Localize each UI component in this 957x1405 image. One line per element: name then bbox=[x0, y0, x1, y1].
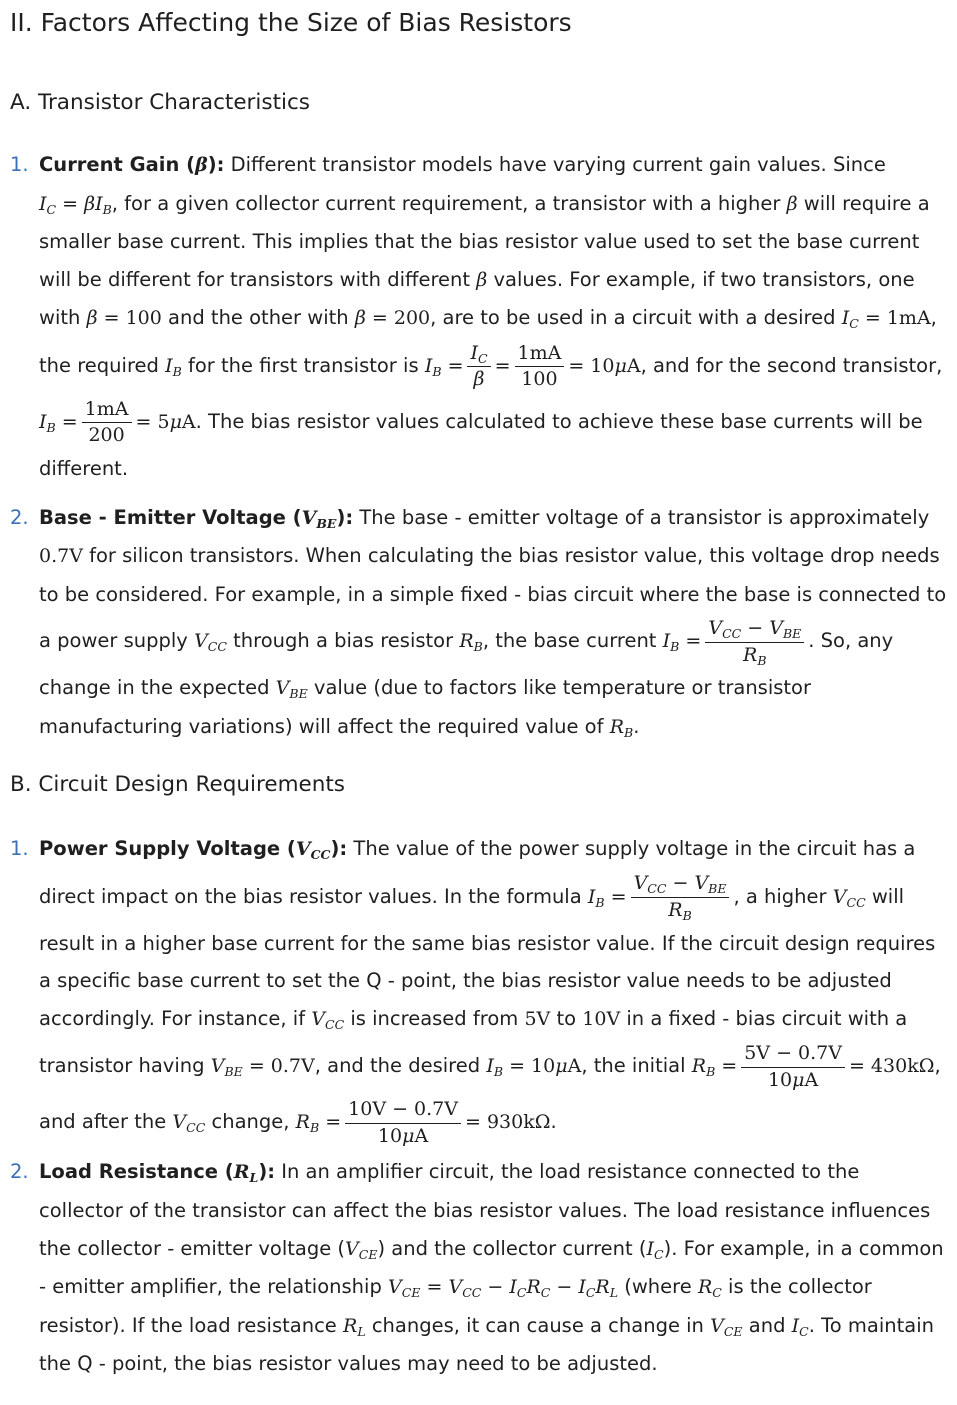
math-ib-first-formula: $I_B$ = $\frac{I_C}{\beta}$ = $\frac{1mA}{100}$ = 10μA bbox=[424, 341, 641, 391]
math-vbe: $V_{BE}$ bbox=[275, 677, 308, 702]
math-rl: $R_L$ bbox=[233, 1161, 259, 1186]
term-load-resistance: Load Resistance $(R_L)$: bbox=[39, 1160, 276, 1186]
math-vcc: $V_{CC}$ bbox=[311, 1007, 345, 1032]
term-current-gain: Current Gain (β): bbox=[39, 153, 225, 176]
math-vcc: $V_{CC}$ bbox=[194, 630, 227, 655]
term-power-supply-voltage: Power Supply Voltage $(V_{CC})$: bbox=[39, 837, 348, 862]
math-ib-formula: $I_B$ = $\frac{V_{CC} - V_{BE}}{R_B}$ bbox=[588, 886, 734, 908]
list-item-current-gain: 1. Current Gain (β): Different transistor models have varying current gain values. Since $I_C = \beta I_B$, for a given collector current requirement, a transistor with a higher β will require a smaller base current. This implies that the bias resistor value used to set the base current will be different for transistors with different β values. For example, if two transistors, one with β = 100 and the other with β = 200, are to be used in a circuit with a desired $I_C = 1mA$, the required $I_B$ for the first transistor is $I_B$ = $\frac{I_C}{\beta}$ = $\frac{1mA}{100}$ = 10μA, and for the second transistor, $I_B$ = $\frac{1mA}{200}$ = 5μA. The bias resistor values calculated to achieve these base currents will be different. bbox=[0, 146, 949, 488]
math-vcc: $V_{CC}$ bbox=[295, 838, 331, 862]
math-vce: $V_{CE}$ bbox=[345, 1237, 378, 1262]
math-0-7v: 0.7V bbox=[39, 545, 83, 568]
math-rb-initial-formula: $R_B$ = $\frac{5V - 0.7V}{10\mu A}$ = 430kΩ bbox=[691, 1042, 935, 1091]
transistor-characteristics-list bbox=[0, 146, 949, 747]
section-heading: II. Factors Affecting the Size of Bias Resistors bbox=[10, 8, 572, 37]
math-beta-200: β = 200 bbox=[354, 307, 431, 330]
list-number: 2. bbox=[10, 505, 29, 529]
subsection-title-circuit-design-requirements: B. Circuit Design Requirements bbox=[10, 772, 345, 797]
math-ib-formula: $I_B$ = $\frac{V_{CC} - V_{BE}}{R_B}$ bbox=[663, 630, 809, 652]
math-beta: β bbox=[786, 192, 798, 215]
list-item-power-supply-voltage: 1. Power Supply Voltage $(V_{CC})$: The value of the power supply voltage in the circuit has a direct impact on the bias resistor values. In the formula $I_B$ = $\frac{V_{CC} - V_{BE}}{R_B}$ , a higher $V_{CC}$ will result in a higher base current for the same bias resistor value. If the circuit design requires a specific base current to set the Q - point, the bias resistor value needs to be adjusted accordingly. For instance, if $V_{CC}$ is increased from 5V to 10V in a fixed - bias circuit with a transistor having $V_{BE} = 0.7V$, and the desired $I_B = 10\mu A$, the initial $R_B$ = $\frac{5V - 0.7V}{10\mu A}$ = 430kΩ, and after the $V_{CC}$ change, $R_B$ = $\frac{10V - 0.7V}{10\mu A}$ = 930kΩ. bbox=[0, 830, 949, 1150]
math-ic-1ma: $I_C = 1mA$ bbox=[841, 307, 931, 332]
math-5v: 5V bbox=[524, 1007, 551, 1030]
math-ic-beta-ib: $I_C = \beta I_B$ bbox=[39, 192, 112, 217]
subsection-title-transistor-characteristics: A. Transistor Characteristics bbox=[10, 90, 310, 115]
math-rb: $R_B$ bbox=[459, 630, 483, 655]
math-rb: $R_B$ bbox=[609, 715, 634, 740]
list-number: 1. bbox=[10, 153, 29, 176]
math-rb-after-formula: $R_B$ = $\frac{10V - 0.7V}{10\mu A}$ = 930kΩ bbox=[295, 1098, 551, 1147]
list-item-load-resistance: 2. Load Resistance $(R_L)$: In an amplifier circuit, the load resistance connected to the collector of the transistor can affect the bias resistor values. The load resistance influences the collector - emitter voltage $(V_{CE})$ and the collector current $(I_C)$. For example, in a common - emitter amplifier, the relationship $V_{CE} = V_{CC} - I_CR_C - I_CR_L$ (where $R_C$ is the collector resistor). If the load resistance $R_L$ changes, it can cause a change in $V_{CE}$ and $I_C$. To maintain the Q - point, the bias resistor values may need to be adjusted. bbox=[0, 1153, 949, 1383]
math-ic: $I_C$ bbox=[646, 1237, 664, 1262]
math-rc: $R_C$ bbox=[697, 1276, 722, 1301]
math-beta: β bbox=[195, 154, 208, 176]
math-vcc: $V_{CC}$ bbox=[832, 885, 866, 910]
math-beta: β bbox=[476, 268, 488, 291]
term-base-emitter-voltage: Base - Emitter Voltage $(V_{BE})$: bbox=[39, 505, 354, 531]
circuit-design-requirements-list bbox=[0, 830, 949, 1383]
math-beta-100: β = 100 bbox=[86, 307, 162, 330]
math-10v: 10V bbox=[582, 1007, 621, 1030]
math-ic: $I_C$ bbox=[791, 1314, 809, 1339]
math-ib: $I_B$ bbox=[165, 354, 182, 379]
math-vbe-0-7v: $V_{BE} = 0.7V$ bbox=[210, 1055, 315, 1080]
math-ib-second-formula: $I_B$ = $\frac{1mA}{200}$ = 5μA bbox=[39, 397, 196, 447]
math-ib-10ua: $I_B = 10\mu A$ bbox=[486, 1055, 582, 1080]
math-rl: $R_L$ bbox=[343, 1314, 366, 1339]
list-number: 2. bbox=[10, 1160, 29, 1184]
math-vce: $V_{CE}$ bbox=[710, 1314, 743, 1339]
math-vbe: $V_{BE}$ bbox=[301, 506, 337, 531]
math-vce-relationship: $V_{CE} = V_{CC} - I_CR_C - I_CR_L$ bbox=[388, 1276, 619, 1301]
list-item-base-emitter-voltage: 2. Base - Emitter Voltage $(V_{BE})$: The base - emitter voltage of a transistor is approximately 0.7V for silicon transistors. When calculating the bias resistor value, this voltage drop needs to be considered. For example, in a simple fixed - bias circuit where the base is connected to a power supply $V_{CC}$ through a bias resistor $R_B$, the base current $I_B$ = $\frac{V_{CC} - V_{BE}}{R_B}$ . So, any change in the expected $V_{BE}$ value (due to factors like temperature or transistor manufacturing variations) will affect the required value of $R_B$. bbox=[0, 499, 949, 747]
list-number: 1. bbox=[10, 837, 29, 860]
math-vcc: $V_{CC}$ bbox=[172, 1111, 206, 1136]
